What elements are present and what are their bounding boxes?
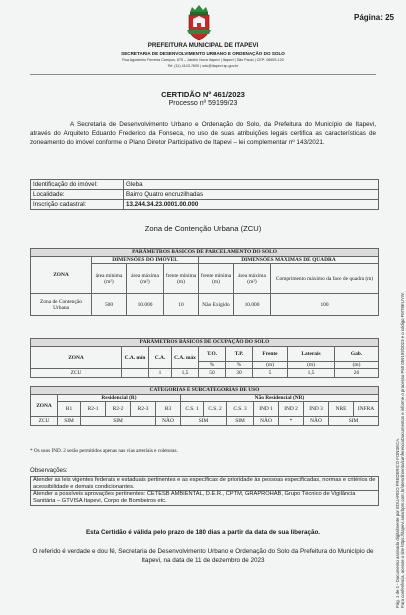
header-dept: SECRETARIA DE DESENVOLVIMENTO URBANO E ORDENAÇÃO DO SOLO <box>121 51 285 56</box>
coat-of-arms-logo <box>184 4 214 42</box>
intro-paragraph: A Secretaria de Desenvolvimento Urbano e Ordenação do Solo, da Prefeitura do Município de Itapevi, através do Arquiteto Eduardo Frederico da Fonseca, no uso de suas atribuições legais certifica as características de zoneamento do imóvel conforme o Plano Diretor Participativo de Itapevi – lei complementar nº 143/2021. <box>30 121 376 146</box>
ident-row <box>31 200 379 210</box>
observations-table <box>30 476 379 506</box>
ocupacao-table <box>30 338 379 378</box>
header-address: Rua Agostinho Ferreira Campos, 675 – Jardim Nova Itapevi | Itapevi | São Paulo | CEP: 06693-120 <box>122 58 284 62</box>
col-header: IND 1 <box>254 402 279 417</box>
cell: 10 <box>164 294 199 316</box>
cell: SIM <box>329 417 379 426</box>
cell: 1,5 <box>288 369 335 378</box>
cell: NÃO <box>304 417 329 426</box>
col-header: R2-3 <box>131 402 156 417</box>
col-header: R3 <box>156 402 181 417</box>
cell: 50 <box>199 369 226 378</box>
cell: 100 <box>271 294 379 316</box>
col-header-zona: ZONA <box>31 347 122 369</box>
uso-table <box>30 386 379 426</box>
ident-label: Inscrição cadastral: <box>31 200 124 210</box>
observation-item: Atender as leis vigentes federais e estaduais pertinentes e as específicas de prioridade às pessoas especificadas, normas e critérios de acessibilidade e demais condicionantes. <box>31 477 379 491</box>
col-header: área máxima (m²) <box>127 264 164 294</box>
col-header: área máxima (m²) <box>234 264 271 294</box>
ident-row <box>31 180 379 190</box>
cell: Não Exigido <box>199 294 234 316</box>
ident-label: Identificação do imóvel: <box>31 180 124 190</box>
ident-row <box>31 190 379 200</box>
group-header: DIMENSÕES MÁXIMAS DE QUADRA <box>199 257 379 264</box>
ident-label: Localidade: <box>31 190 124 200</box>
col-header: Laterais <box>288 347 335 362</box>
col-header: INFRA <box>354 402 379 417</box>
col-header: Gab. <box>335 347 379 362</box>
header-contact: Tel: (11) 4143-7600 | sdu@itapevi.sp.gov.br <box>167 64 239 68</box>
parcelamento-table <box>30 248 379 316</box>
unit-cell: (m) <box>288 362 335 369</box>
col-header: NRE <box>329 402 354 417</box>
col-header: frente mínima (m) <box>199 264 234 294</box>
page-number: Página: 25 <box>353 13 394 22</box>
cell-zona: ZCU <box>31 417 58 426</box>
col-header: Frente <box>253 347 288 362</box>
cell: NÃO <box>254 417 279 426</box>
certidao-title: CERTIDÃO Nº 461/2023 <box>161 90 245 99</box>
header-divider <box>30 74 376 75</box>
header-org: PREFEITURA MUNICIPAL DE ITAPEVI <box>147 42 259 49</box>
table-title: CATEGORIAS E SUBCATEGORIAS DE USO <box>31 387 379 395</box>
group-header-nao-residencial: Não Residencial (NR) <box>181 395 379 402</box>
unit-cell: (m) <box>253 362 288 369</box>
col-header: C.A. máx <box>172 347 199 369</box>
col-header: área mínima (m²) <box>92 264 127 294</box>
cell: * <box>279 417 304 426</box>
group-header: DIMENSÕES DO IMÓVEL <box>92 257 199 264</box>
observation-item: Atender a possíveis aprovações pertinentes: CETESB AMBIENTAL, D.E.R., CPTM, GRAPROHAB, Grupo Técnico de Vigilância Sanitária – GTVISA Itapevi, Corpo de Bombeiros etc. <box>31 491 379 505</box>
property-ident-table <box>30 179 379 210</box>
col-header-zona: ZONA <box>31 257 92 294</box>
observations-heading: Observações: <box>30 467 68 474</box>
col-header: C.S. 3 <box>227 402 254 417</box>
col-header: R2-1 <box>81 402 106 417</box>
cell: 30 <box>226 369 253 378</box>
closing-statement: O referido é verdade e dou fé, Secretaria de Desenvolvimento Urbano e Ordenação do Solo da Prefeitura do Município de Itapevi, na data de 11 de dezembro de 2023 <box>32 548 374 564</box>
cell: 10.000 <box>234 294 271 316</box>
cell: 5 <box>253 369 288 378</box>
digital-signature-note <box>395 292 406 608</box>
ident-value: 13.244.34.23.0001.00.000 <box>124 200 379 210</box>
processo-number: Processo nº 59199/23 <box>168 100 238 107</box>
col-header: C.S. 2 <box>204 402 227 417</box>
col-header: frente mínima (m) <box>164 264 199 294</box>
col-header: C.A. <box>149 347 172 369</box>
col-header: R1 <box>58 402 81 417</box>
col-header: C.A. mín <box>122 347 149 369</box>
col-header: IND 3 <box>304 402 329 417</box>
validity-statement: Esta Certidão é válida pelo prazo de 180 dias a partir da data de sua liberação. <box>85 529 321 536</box>
cell: SIM <box>58 417 81 426</box>
group-header-residencial: Residencial (R) <box>58 395 181 402</box>
cell: 1,5 <box>172 369 199 378</box>
cell: SIM <box>81 417 156 426</box>
use-footnote: * Os usos IND. 2 serão permitidos apenas nas vias arteriais e coletoras. <box>30 448 178 454</box>
verification-line: Para conferência, acesse o site https://itapevi.solarbpm.com.br/atendimento/conferenciaDocumentos e informe o processo PMI 059199/2023 e o código FMT8EUYW. <box>400 292 406 608</box>
ident-value: Bairro Quatro encruzilhadas <box>124 190 379 200</box>
cell: SIM <box>181 417 227 426</box>
col-header: IND 2 <box>279 402 304 417</box>
unit-cell: % <box>226 362 253 369</box>
cell: 500 <box>92 294 127 316</box>
col-header: T.P. <box>226 347 253 362</box>
cell: NÃO <box>156 417 181 426</box>
cell-zona: Zona de Contenção Urbana <box>31 294 92 316</box>
unit-cell: % <box>199 362 226 369</box>
col-header: R2-2 <box>106 402 131 417</box>
cell: 10.000 <box>127 294 164 316</box>
cell: 26 <box>335 369 379 378</box>
col-header: Comprimento máximo da face de quadra (m) <box>271 264 379 294</box>
table-title: PARÂMETROS BÁSICOS DE OCUPAÇÃO DO SOLO <box>31 339 379 347</box>
signature-line: Pág. 1 de 1 - Documento assinado digitalmente por EDUARDO FREDERICO FONSECA. <box>395 437 400 608</box>
cell-zona: ZCU <box>31 369 122 378</box>
zone-title: Zona de Contenção Urbana (ZCU) <box>144 224 262 233</box>
cell: SIM <box>227 417 254 426</box>
ident-value: Gleba <box>124 180 379 190</box>
cell <box>122 369 149 378</box>
table-title: PARÂMETROS BÁSICOS DE PARCELAMENTO DO SOLO <box>31 249 379 257</box>
cell: 1 <box>149 369 172 378</box>
col-header: C.S. 1 <box>181 402 204 417</box>
col-header-zona: ZONA <box>31 395 58 417</box>
col-header: T.O. <box>199 347 226 362</box>
unit-cell: (m) <box>335 362 379 369</box>
